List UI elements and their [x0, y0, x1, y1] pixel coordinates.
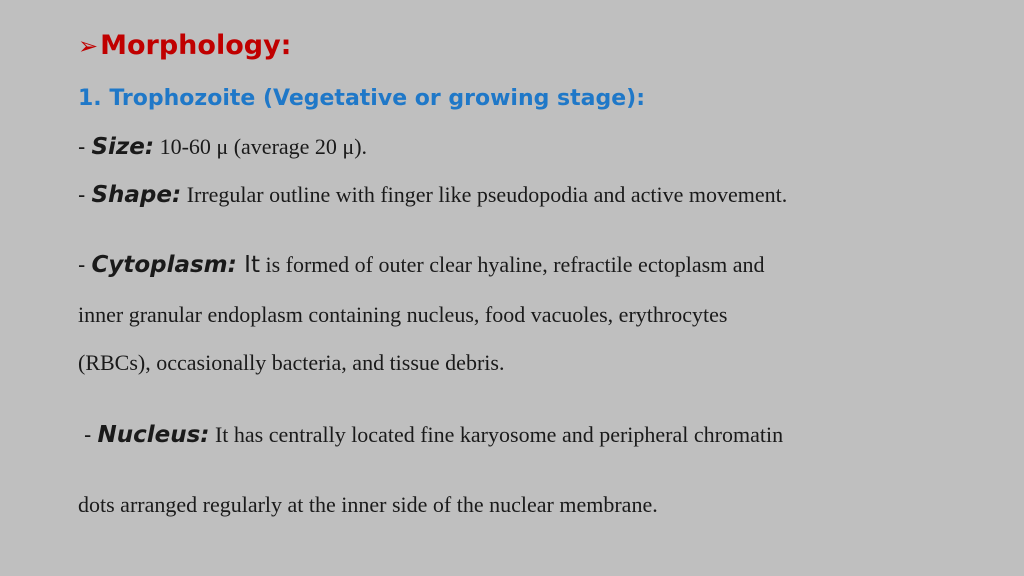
- cytoplasm-line-3: (RBCs), occasionally bacteria, and tissue debris.: [78, 350, 505, 375]
- nucleus-line-1: [84, 422, 783, 448]
- shape-dash: -: [78, 182, 92, 207]
- size-dash: -: [78, 134, 92, 159]
- subheading: 1. Trophozoite (Vegetative or growing stage):: [78, 86, 646, 111]
- heading-text: Morphology:: [100, 30, 292, 61]
- nucleus-line-2: dots arranged regularly at the inner side of the nuclear membrane.: [78, 492, 658, 517]
- cytoplasm-line-2: inner granular endoplasm containing nucleus, food vacuoles, erythrocytes: [78, 302, 728, 327]
- shape-line: [78, 182, 787, 208]
- nucleus-label: Nucleus:: [97, 422, 210, 448]
- shape-label: Shape:: [91, 182, 182, 208]
- section-heading: [78, 30, 291, 61]
- size-line: [78, 134, 367, 160]
- cytoplasm-line-1: [78, 252, 765, 278]
- cytoplasm-label: Cytoplasm:: [91, 252, 237, 278]
- cytoplasm-lead: It: [236, 252, 260, 278]
- shape-text: Irregular outline with finger like pseudopodia and active movement.: [181, 182, 788, 207]
- nucleus-dash: -: [84, 422, 98, 447]
- size-label: Size:: [91, 134, 155, 160]
- size-text: 10-60 μ (average 20 μ).: [154, 134, 368, 159]
- cytoplasm-text-1: is formed of outer clear hyaline, refractile ectoplasm and: [259, 252, 765, 277]
- nucleus-text-1: It has centrally located fine karyosome and peripheral chromatin: [209, 422, 784, 447]
- cytoplasm-dash: -: [78, 252, 92, 277]
- arrow-bullet-icon: ➢: [78, 31, 99, 60]
